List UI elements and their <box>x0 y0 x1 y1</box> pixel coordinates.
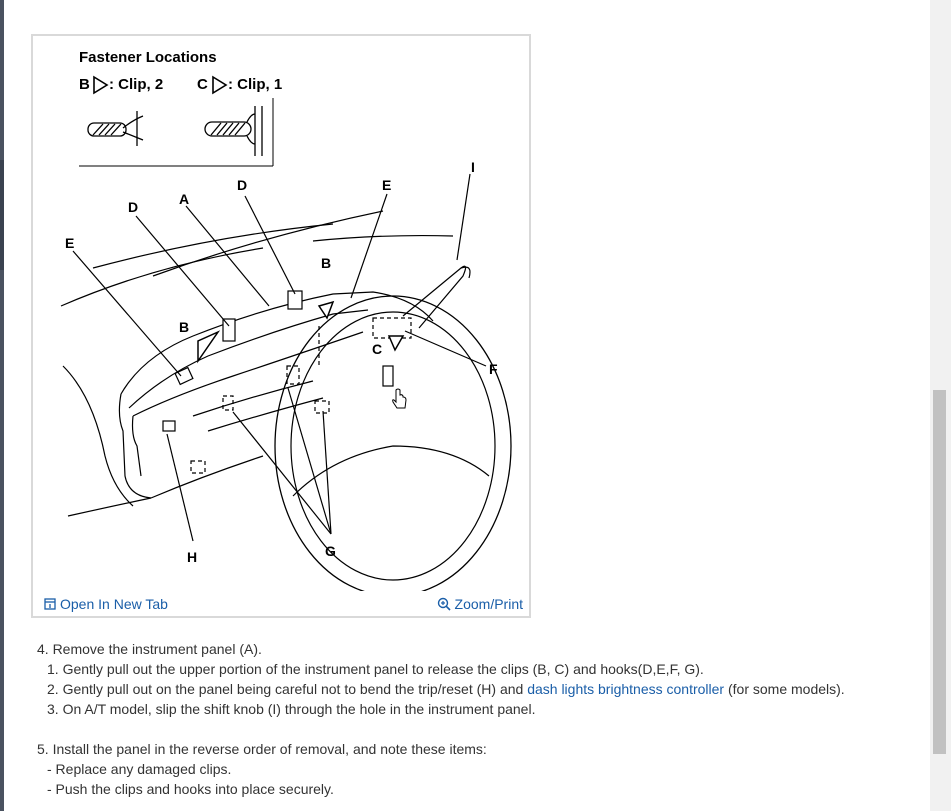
callout-e-right: E <box>382 177 392 193</box>
instrument-panel-drawing <box>61 211 511 591</box>
step-5-title: 5. Install the panel in the reverse order of removal, and note these items: <box>37 741 487 757</box>
step-4-sub-2 <box>37 679 917 699</box>
instructions <box>37 639 917 799</box>
step-4-sub-2-suffix: (for some models). <box>724 681 845 697</box>
scrollbar-thumb[interactable] <box>933 390 946 754</box>
legend-b-text: : Clip, 2 <box>109 76 164 93</box>
callout-b-lower: B <box>179 319 190 335</box>
zoom-in-icon <box>437 597 451 611</box>
step-4-sub-1: 1. Gently pull out the upper portion of the instrument panel to release the clips (B, C) and hooks(D,E,F, G). <box>47 661 704 677</box>
legend <box>79 49 282 166</box>
window-left-edge <box>0 0 4 811</box>
figure-frame <box>31 34 531 618</box>
clip-c-marker-icon <box>389 336 403 350</box>
callout-f: F <box>489 361 498 377</box>
fastener-diagram <box>33 36 529 591</box>
legend-c-triangle-icon <box>213 77 226 93</box>
clip-b-marker-icon <box>319 302 333 318</box>
callout-c: C <box>372 341 383 357</box>
callout-e-left: E <box>65 235 75 251</box>
callout-a: A <box>179 191 190 207</box>
legend-b-triangle-icon <box>94 77 107 93</box>
dash-lights-controller-link[interactable]: dash lights brightness controller <box>527 681 725 697</box>
step-4-sub-2-text: 2. Gently pull out on the panel being careful not to bend the trip/reset (H) and <box>47 681 528 697</box>
diagram-title: Fastener Locations <box>79 49 217 66</box>
step-4-sub-3: 3. On A/T model, slip the shift knob (I) through the hole in the instrument panel. <box>47 701 536 717</box>
step-5-item-1: - Replace any damaged clips. <box>47 761 232 777</box>
step-4-title: 4. Remove the instrument panel (A). <box>37 641 262 657</box>
legend-c-letter: C <box>197 76 208 93</box>
open-in-new-tab-label: Open In New Tab <box>60 596 168 612</box>
callout-i: I <box>471 159 475 175</box>
open-in-new-tab-link[interactable] <box>44 596 168 612</box>
zoom-print-label: Zoom/Print <box>454 596 523 612</box>
callout-b-upper: B <box>321 255 332 271</box>
callout-d-top: D <box>237 177 248 193</box>
hand-cursor-icon <box>393 389 406 408</box>
clip-c-symbol-icon <box>205 106 262 156</box>
legend-c-text: : Clip, 1 <box>228 76 283 93</box>
open-new-tab-icon <box>44 598 56 610</box>
step-5-item-2: - Push the clips and hooks into place securely. <box>47 781 334 797</box>
callout-h: H <box>187 549 198 565</box>
callout-d-left: D <box>128 199 139 215</box>
clip-b-symbol-icon <box>88 111 143 146</box>
zoom-print-link[interactable] <box>437 596 523 612</box>
legend-b-letter: B <box>79 76 90 93</box>
callout-g: G <box>325 543 336 559</box>
